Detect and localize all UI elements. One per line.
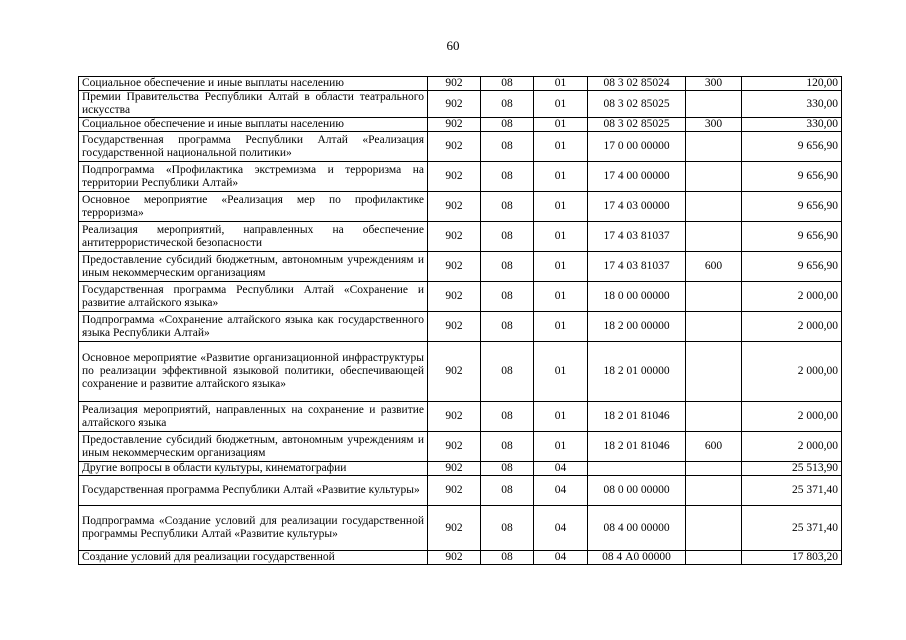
table-row xyxy=(79,282,842,312)
table-row xyxy=(79,342,842,402)
amount-cell: 9 656,90 xyxy=(742,162,842,192)
expense-type-cell xyxy=(686,402,742,432)
section-code-cell: 08 xyxy=(481,91,534,118)
target-article-cell: 08 3 02 85024 xyxy=(588,77,686,91)
subsection-code-cell: 01 xyxy=(534,432,588,462)
row-name-cell: Реализация мероприятий, направленных на сохранение и развитие алтайского языка xyxy=(79,402,428,432)
target-article-cell: 17 4 03 00000 xyxy=(588,192,686,222)
ministry-code-cell: 902 xyxy=(428,162,481,192)
subsection-code-cell: 01 xyxy=(534,192,588,222)
budget-table xyxy=(78,76,842,565)
target-article-cell: 08 3 02 85025 xyxy=(588,118,686,132)
table-row xyxy=(79,462,842,476)
target-article-cell: 17 4 00 00000 xyxy=(588,162,686,192)
amount-cell: 120,00 xyxy=(742,77,842,91)
table-row xyxy=(79,222,842,252)
row-name-cell: Предоставление субсидий бюджетным, автономным учреждениям и иным некоммерческим организациям xyxy=(79,432,428,462)
expense-type-cell xyxy=(686,342,742,402)
section-code-cell: 08 xyxy=(481,312,534,342)
table-row xyxy=(79,506,842,551)
expense-type-cell xyxy=(686,312,742,342)
row-name-cell: Премии Правительства Республики Алтай в области театрального искусства xyxy=(79,91,428,118)
amount-cell: 9 656,90 xyxy=(742,252,842,282)
section-code-cell: 08 xyxy=(481,132,534,162)
amount-cell: 9 656,90 xyxy=(742,222,842,252)
section-code-cell: 08 xyxy=(481,506,534,551)
section-code-cell: 08 xyxy=(481,192,534,222)
target-article-cell: 18 2 01 81046 xyxy=(588,402,686,432)
subsection-code-cell: 01 xyxy=(534,282,588,312)
expense-type-cell xyxy=(686,162,742,192)
section-code-cell: 08 xyxy=(481,402,534,432)
target-article-cell: 18 2 00 00000 xyxy=(588,312,686,342)
table-row xyxy=(79,192,842,222)
expense-type-cell: 300 xyxy=(686,77,742,91)
expense-type-cell: 600 xyxy=(686,252,742,282)
expense-type-cell xyxy=(686,91,742,118)
row-name-cell: Подпрограмма «Профилактика экстремизма и терроризма на территории Республики Алтай» xyxy=(79,162,428,192)
row-name-cell: Предоставление субсидий бюджетным, автономным учреждениям и иным некоммерческим организациям xyxy=(79,252,428,282)
amount-cell: 330,00 xyxy=(742,91,842,118)
ministry-code-cell: 902 xyxy=(428,506,481,551)
row-name-cell: Основное мероприятие «Реализация мер по профилактике терроризма» xyxy=(79,192,428,222)
expense-type-cell xyxy=(686,282,742,312)
table-row xyxy=(79,252,842,282)
amount-cell: 2 000,00 xyxy=(742,342,842,402)
section-code-cell: 08 xyxy=(481,432,534,462)
expense-type-cell xyxy=(686,222,742,252)
amount-cell: 25 371,40 xyxy=(742,476,842,506)
table-row xyxy=(79,162,842,192)
expense-type-cell xyxy=(686,551,742,565)
target-article-cell: 17 4 03 81037 xyxy=(588,252,686,282)
subsection-code-cell: 01 xyxy=(534,402,588,432)
amount-cell: 25 371,40 xyxy=(742,506,842,551)
ministry-code-cell: 902 xyxy=(428,402,481,432)
row-name-cell: Основное мероприятие «Развитие организационной инфраструктуры по реализации эффективной языковой политики, обеспечивающей сохранение и развитие алтайского языка» xyxy=(79,342,428,402)
row-name-cell: Другие вопросы в области культуры, кинематографии xyxy=(79,462,428,476)
section-code-cell: 08 xyxy=(481,118,534,132)
subsection-code-cell: 01 xyxy=(534,91,588,118)
ministry-code-cell: 902 xyxy=(428,77,481,91)
amount-cell: 9 656,90 xyxy=(742,132,842,162)
target-article-cell: 08 4 А0 00000 xyxy=(588,551,686,565)
subsection-code-cell: 01 xyxy=(534,77,588,91)
subsection-code-cell: 04 xyxy=(534,506,588,551)
expense-type-cell xyxy=(686,462,742,476)
target-article-cell: 18 2 01 81046 xyxy=(588,432,686,462)
row-name-cell: Социальное обеспечение и иные выплаты населению xyxy=(79,118,428,132)
expense-type-cell: 300 xyxy=(686,118,742,132)
table-row xyxy=(79,91,842,118)
ministry-code-cell: 902 xyxy=(428,462,481,476)
target-article-cell: 08 4 00 00000 xyxy=(588,506,686,551)
target-article-cell: 18 2 01 00000 xyxy=(588,342,686,402)
section-code-cell: 08 xyxy=(481,551,534,565)
table-row xyxy=(79,132,842,162)
amount-cell: 330,00 xyxy=(742,118,842,132)
row-name-cell: Государственная программа Республики Алтай «Сохранение и развитие алтайского языка» xyxy=(79,282,428,312)
subsection-code-cell: 01 xyxy=(534,252,588,282)
subsection-code-cell: 04 xyxy=(534,476,588,506)
subsection-code-cell: 04 xyxy=(534,462,588,476)
row-name-cell: Создание условий для реализации государственной xyxy=(79,551,428,565)
section-code-cell: 08 xyxy=(481,162,534,192)
target-article-cell: 17 0 00 00000 xyxy=(588,132,686,162)
page-number: 60 xyxy=(446,38,460,53)
table-row xyxy=(79,77,842,91)
ministry-code-cell: 902 xyxy=(428,222,481,252)
expense-type-cell xyxy=(686,132,742,162)
ministry-code-cell: 902 xyxy=(428,132,481,162)
section-code-cell: 08 xyxy=(481,222,534,252)
amount-cell: 9 656,90 xyxy=(742,192,842,222)
ministry-code-cell: 902 xyxy=(428,551,481,565)
target-article-cell: 08 3 02 85025 xyxy=(588,91,686,118)
section-code-cell: 08 xyxy=(481,462,534,476)
ministry-code-cell: 902 xyxy=(428,282,481,312)
row-name-cell: Государственная программа Республики Алтай «Развитие культуры» xyxy=(79,476,428,506)
subsection-code-cell: 04 xyxy=(534,551,588,565)
row-name-cell: Подпрограмма «Сохранение алтайского языка как государственного языка Республики Алтай» xyxy=(79,312,428,342)
table-row xyxy=(79,432,842,462)
section-code-cell: 08 xyxy=(481,252,534,282)
amount-cell: 17 803,20 xyxy=(742,551,842,565)
subsection-code-cell: 01 xyxy=(534,118,588,132)
target-article-cell: 17 4 03 81037 xyxy=(588,222,686,252)
expense-type-cell: 600 xyxy=(686,432,742,462)
table-row xyxy=(79,476,842,506)
target-article-cell: 18 0 00 00000 xyxy=(588,282,686,312)
section-code-cell: 08 xyxy=(481,342,534,402)
subsection-code-cell: 01 xyxy=(534,162,588,192)
amount-cell: 2 000,00 xyxy=(742,432,842,462)
subsection-code-cell: 01 xyxy=(534,132,588,162)
row-name-cell: Социальное обеспечение и иные выплаты населению xyxy=(79,77,428,91)
ministry-code-cell: 902 xyxy=(428,91,481,118)
amount-cell: 2 000,00 xyxy=(742,312,842,342)
amount-cell: 25 513,90 xyxy=(742,462,842,476)
ministry-code-cell: 902 xyxy=(428,312,481,342)
section-code-cell: 08 xyxy=(481,282,534,312)
amount-cell: 2 000,00 xyxy=(742,282,842,312)
ministry-code-cell: 902 xyxy=(428,118,481,132)
section-code-cell: 08 xyxy=(481,476,534,506)
ministry-code-cell: 902 xyxy=(428,342,481,402)
ministry-code-cell: 902 xyxy=(428,432,481,462)
subsection-code-cell: 01 xyxy=(534,312,588,342)
ministry-code-cell: 902 xyxy=(428,476,481,506)
row-name-cell: Государственная программа Республики Алтай «Реализация государственной национальной политики» xyxy=(79,132,428,162)
row-name-cell: Подпрограмма «Создание условий для реализации государственной программы Республики Алтай «Развитие культуры» xyxy=(79,506,428,551)
table-row xyxy=(79,551,842,565)
ministry-code-cell: 902 xyxy=(428,252,481,282)
amount-cell: 2 000,00 xyxy=(742,402,842,432)
subsection-code-cell: 01 xyxy=(534,222,588,252)
expense-type-cell xyxy=(686,476,742,506)
expense-type-cell xyxy=(686,506,742,551)
ministry-code-cell: 902 xyxy=(428,192,481,222)
target-article-cell: 08 0 00 00000 xyxy=(588,476,686,506)
expense-type-cell xyxy=(686,192,742,222)
table-row xyxy=(79,312,842,342)
table-row xyxy=(79,118,842,132)
row-name-cell: Реализация мероприятий, направленных на обеспечение антитеррористической безопасности xyxy=(79,222,428,252)
table-row xyxy=(79,402,842,432)
subsection-code-cell: 01 xyxy=(534,342,588,402)
section-code-cell: 08 xyxy=(481,77,534,91)
target-article-cell xyxy=(588,462,686,476)
table-body xyxy=(79,77,842,565)
